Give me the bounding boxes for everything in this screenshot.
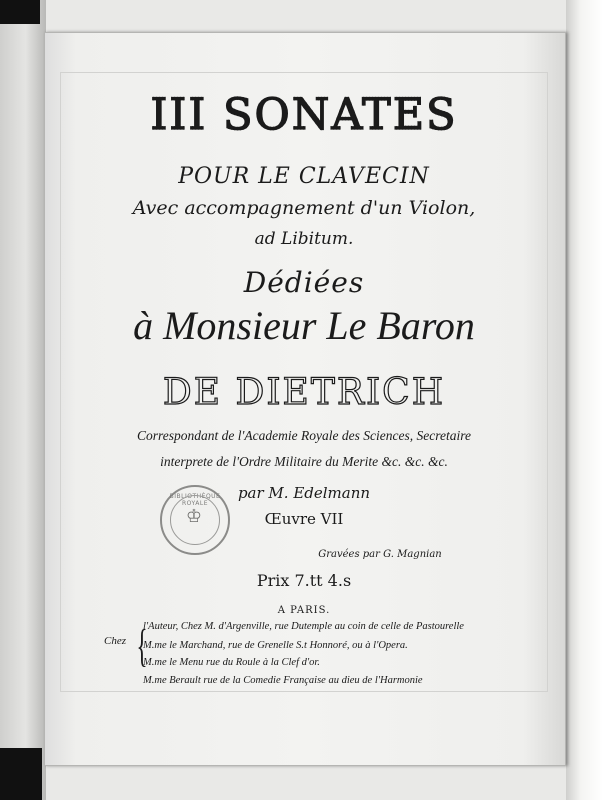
seller-address: M.me le Menu rue du Roule à la Clef d'or. [143, 657, 320, 668]
accompaniment-line: Avec accompagnement d'un Violon, [132, 197, 476, 219]
city: A PARIS. [277, 605, 331, 616]
crown-icon: ♔ [185, 506, 203, 527]
engraver-credit: Gravées par G. Magnian [318, 549, 442, 560]
dedication-word: Dédiées [243, 266, 365, 299]
seller-address: M.me le Marchand, rue de Grenelle S.t Honnoré, ou à l'Opera. [143, 640, 408, 651]
composer-line: par M. Edelmann [237, 484, 371, 502]
opus-number: Œuvre VII [264, 510, 344, 528]
dedicatee-title-line-1: Correspondant de l'Academie Royale des Sciences, Secretaire [137, 428, 471, 443]
price: Prix 7.tt 4.s [256, 571, 352, 590]
seller-address: l'Auteur, Chez M. d'Argenville, rue Dutemple au coin de celle de Pastourelle [143, 621, 464, 632]
ad-libitum-line: ad Libitum. [254, 229, 354, 249]
page-right-margin [566, 0, 603, 800]
dedicatee-name: DE DIETRICH [162, 372, 446, 413]
stamp-text: BIBLIOTHÈQUE ROYALE [169, 493, 221, 507]
seller-address: M.me Berault rue de la Comedie Française au dieu de l'Harmonie [143, 675, 423, 686]
binding-clip-top [0, 0, 40, 24]
dedicatee-prefix: à Monsieur Le Baron [133, 303, 475, 348]
dedicatee-title-line-2: interprete de l'Ordre Militaire du Merite &c. &c. &c. [160, 454, 448, 469]
facing-page-edge [0, 0, 46, 800]
subtitle: POUR LE CLAVECIN [178, 164, 430, 189]
sellers-label: Chez [104, 635, 126, 647]
binding-clip-bottom [0, 748, 42, 800]
title [44, 90, 564, 140]
library-stamp [160, 485, 230, 555]
sellers-brace: { [136, 620, 148, 671]
title-text: III SONATES [150, 90, 458, 140]
